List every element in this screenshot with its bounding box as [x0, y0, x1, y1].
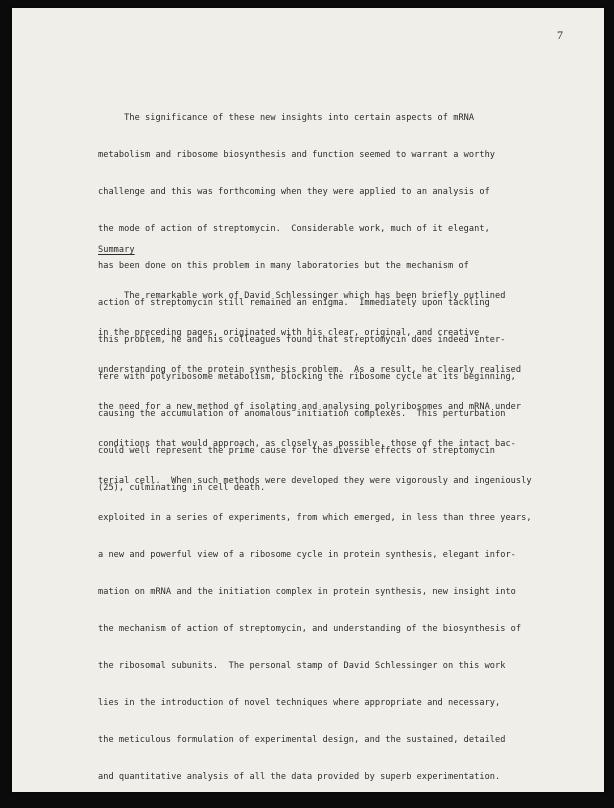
- text-line: exploited in a series of experiments, from which emerged, in less than three years,: [98, 512, 532, 523]
- text-line: the ribosomal subunits. The personal stamp of David Schlessinger on this work: [98, 661, 506, 671]
- text-line: The significance of these new insights into certain aspects of mRNA: [98, 112, 475, 123]
- text-line: and quantitative analysis of all the data provided by superb experimentation.: [98, 772, 501, 783]
- text-line: mation on mRNA and the initiation complex in protein synthesis, new insight into: [98, 586, 516, 597]
- text-line: has been done on this problem in many laboratories but the mechanism of: [98, 260, 469, 271]
- page-number: 7: [557, 28, 563, 42]
- paragraph-summary: [98, 265, 532, 808]
- text-line: could well represent the prime cause for the diverse effects of streptomycin: [98, 445, 496, 456]
- text-line: fere with polyribosome metabolism, blocking the ribosome cycle at its beginning,: [98, 371, 516, 382]
- text-line: in the preceding pages, originated with his clear, original, and creative: [98, 327, 480, 338]
- text-line: metabolism and ribosome biosynthesis and function seemed to warrant a worthy: [98, 149, 496, 160]
- text-line: causing the accumulation of anomalous initiation complexes. This perturbation: [98, 408, 506, 419]
- document-page: [12, 8, 604, 792]
- text-line: understanding of the protein synthesis problem. As a result, he clearly realised: [98, 364, 522, 375]
- text-line: a new and powerful view of a ribosome cycle in protein synthesis, elegant infor-: [98, 549, 516, 560]
- text-line: the need for a new method of isolating and analysing polyribosomes and mRNA under: [98, 401, 522, 412]
- text-line: this problem, he and his colleagues found that streptomycin does indeed inter-: [98, 334, 506, 345]
- text-line: challenge and this was forthcoming when they were applied to an analysis of: [98, 186, 490, 197]
- text-line: the mode of action of streptomycin. Considerable work, much of it elegant,: [98, 223, 490, 234]
- text-line: terial cell. When such methods were developed they were vigorously and ingeniously: [98, 475, 532, 486]
- summary-heading: Summary: [98, 245, 135, 255]
- text-line: conditions that would approach, as closely as possible, those of the intact bac-: [98, 438, 516, 449]
- text-line: (25), culminating in cell death.: [98, 483, 266, 493]
- text-line: lies in the introduction of novel techniques where appropriate and necessary,: [98, 698, 501, 709]
- text-line: the mechanism of action of streptomycin, and understanding of the biosynthesis of: [98, 623, 522, 634]
- text-line: action of streptomycin still remained an enigma. Immediately upon tackling: [98, 297, 490, 308]
- text-line: The remarkable work of David Schlessinger which has been briefly outlined: [98, 290, 506, 301]
- text-line: the meticulous formulation of experimental design, and the sustained, detailed: [98, 735, 506, 746]
